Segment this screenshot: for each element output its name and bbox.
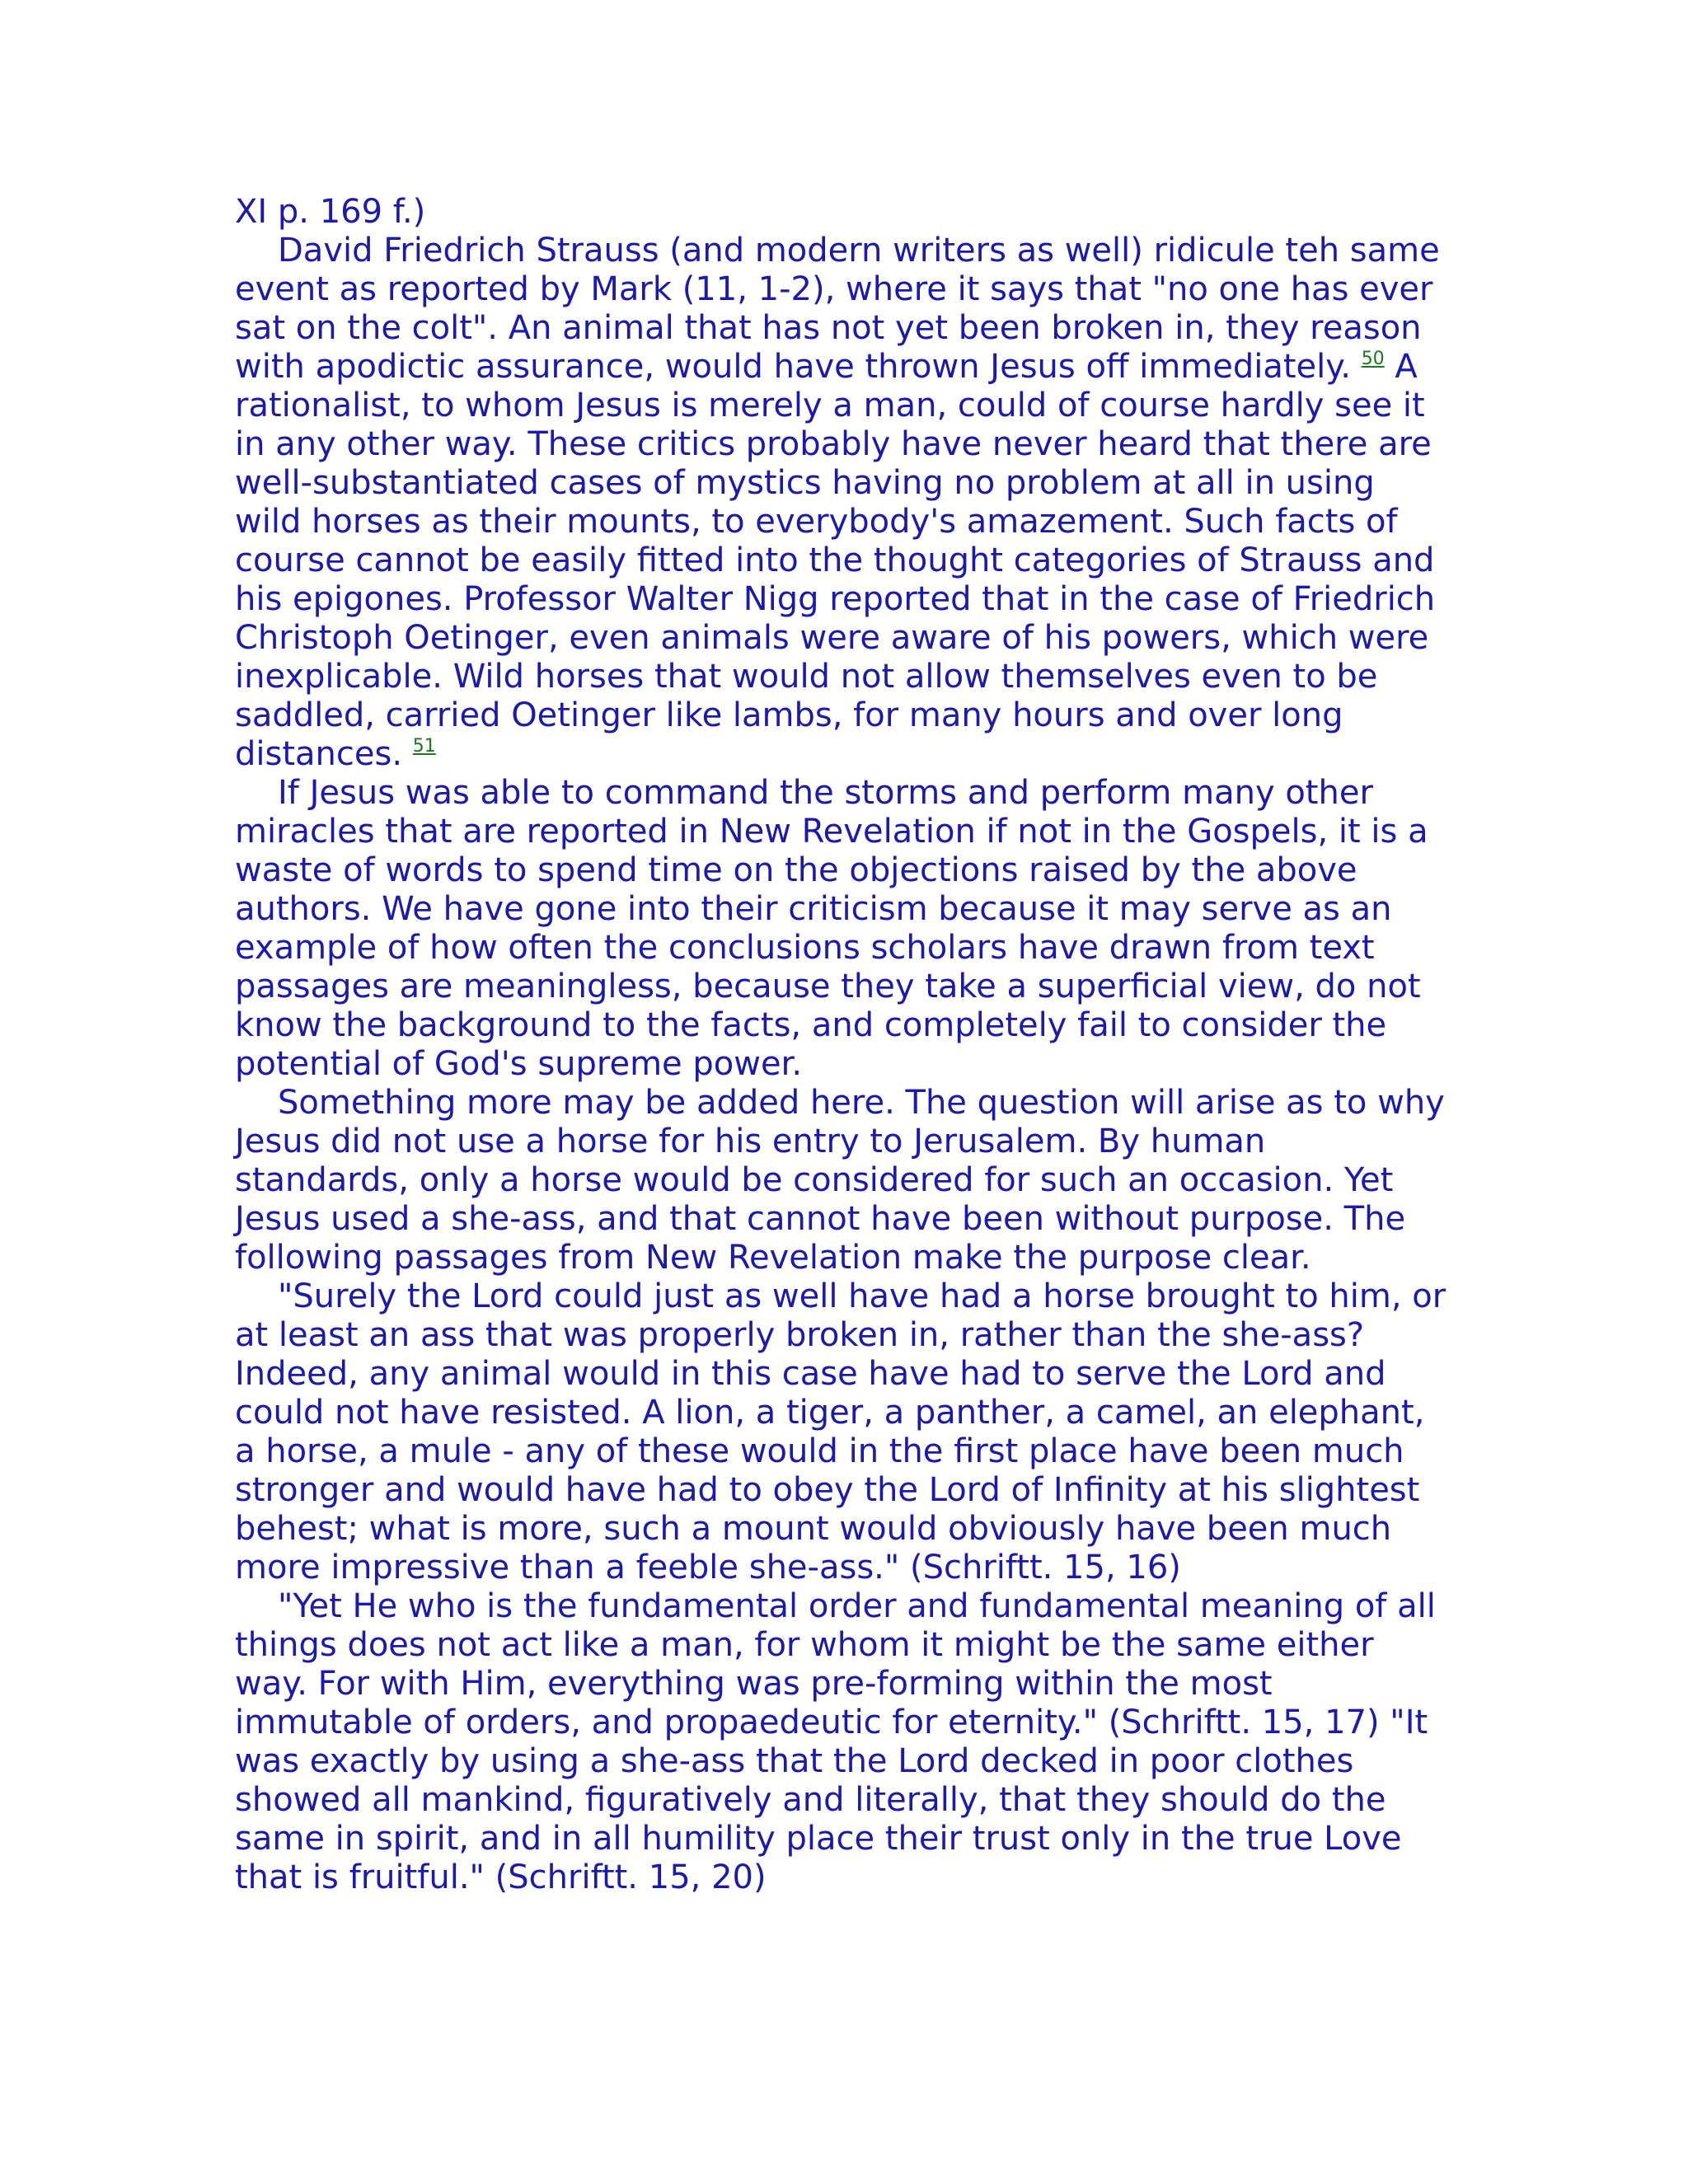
text-line — [235, 580, 1471, 619]
text-line — [235, 193, 1471, 232]
text-line — [235, 1858, 1471, 1897]
text-line — [235, 968, 1471, 1006]
text-line — [235, 348, 1471, 387]
line-text: a horse, a mule - any of these would in the first place have been much — [235, 1432, 1404, 1470]
text-line — [235, 1626, 1471, 1665]
text-line — [235, 696, 1471, 735]
text-line — [235, 425, 1471, 464]
text-line — [235, 232, 1471, 270]
line-text: more impressive than a feeble she-ass." (Schriftt. 15, 16) — [235, 1549, 1181, 1586]
line-text: distances. — [235, 735, 403, 773]
line-text: could not have resisted. A lion, a tiger, a panther, a camel, an elephant, — [235, 1394, 1425, 1432]
line-text: same in spirit, and in all humility place their trust only in the true Love — [235, 1820, 1402, 1858]
text-line — [235, 1084, 1471, 1122]
text-line — [235, 735, 1471, 774]
text-line — [235, 1316, 1471, 1355]
text-line — [235, 464, 1471, 503]
line-text: "Surely the Lord could just as well have had a horse brought to him, or — [278, 1277, 1447, 1315]
line-text: his epigones. Professor Walter Nigg reported that in the case of Friedrich — [235, 580, 1436, 618]
line-text: behest; what is more, such a mount would obviously have been much — [235, 1510, 1392, 1548]
line-text: way. For with Him, everything was pre-forming within the most — [235, 1665, 1273, 1703]
line-text: XI p. 169 f.) — [235, 193, 426, 231]
line-text: Christoph Oetinger, even animals were aware of his powers, which were — [235, 619, 1429, 657]
text-line — [235, 309, 1471, 348]
text-line — [235, 1277, 1471, 1316]
line-text: saddled, carried Oetinger like lambs, for many hours and over long — [235, 696, 1343, 734]
text-line — [235, 503, 1471, 541]
line-text: miracles that are reported in New Revelation if not in the Gospels, it is a — [235, 813, 1428, 851]
text-line — [235, 774, 1471, 813]
line-text: showed all mankind, figuratively and literally, that they should do the — [235, 1781, 1386, 1819]
line-text: that is fruitful." (Schriftt. 15, 20) — [235, 1858, 767, 1896]
text-line — [235, 813, 1471, 851]
line-text: "Yet He who is the fundamental order and fundamental meaning of all — [278, 1587, 1436, 1625]
text-line — [235, 1742, 1471, 1781]
text-line — [235, 619, 1471, 658]
text-line — [235, 1200, 1471, 1239]
text-line — [235, 1704, 1471, 1742]
line-text: with apodictic assurance, would have thrown Jesus off immediately. — [235, 348, 1351, 386]
line-text: know the background to the facts, and completely fail to consider the — [235, 1006, 1387, 1044]
text-line — [235, 1394, 1471, 1432]
line-text: was exactly by using a she-ass that the Lord decked in poor clothes — [235, 1742, 1354, 1780]
text-line — [235, 1510, 1471, 1549]
line-text: following passages from New Revelation make the purpose clear. — [235, 1239, 1311, 1277]
line-text: If Jesus was able to command the storms and perform many other — [278, 774, 1373, 812]
line-text: stronger and would have had to obey the Lord of Infinity at his slightest — [235, 1471, 1420, 1509]
text-line — [235, 1161, 1471, 1200]
text-line — [235, 1471, 1471, 1510]
text-line — [235, 270, 1471, 309]
text-line — [235, 929, 1471, 968]
text-line — [235, 1045, 1471, 1084]
line-text: things does not act like a man, for whom it might be the same either — [235, 1626, 1374, 1664]
line-text: well-substantiated cases of mystics having no problem at all in using — [235, 464, 1375, 502]
text-line — [235, 658, 1471, 696]
text-line — [235, 387, 1471, 425]
line-text: David Friedrich Strauss (and modern writers as well) ridicule teh same — [278, 232, 1440, 269]
text-line — [235, 1432, 1471, 1471]
line-text: passages are meaningless, because they take a superficial view, do not — [235, 968, 1421, 1005]
text-line — [235, 1587, 1471, 1626]
line-text: in any other way. These critics probably have never heard that there are — [235, 425, 1432, 463]
line-text: standards, only a horse would be considered for such an occasion. Yet — [235, 1161, 1394, 1199]
text-line — [235, 1820, 1471, 1858]
text-line — [235, 1006, 1471, 1045]
footnote-link[interactable]: 51 — [412, 736, 436, 757]
footnote-link[interactable]: 50 — [1361, 349, 1385, 369]
line-text: wild horses as their mounts, to everybody's amazement. Such facts of — [235, 503, 1398, 541]
text-line — [235, 1665, 1471, 1704]
line-text: inexplicable. Wild horses that would not allow themselves even to be — [235, 658, 1378, 696]
line-text: sat on the colt". An animal that has not yet been broken in, they reason — [235, 309, 1422, 347]
line-text: course cannot be easily fitted into the thought categories of Strauss and — [235, 541, 1435, 579]
text-line — [235, 890, 1471, 929]
text-line — [235, 1355, 1471, 1394]
line-text: event as reported by Mark (11, 1-2), where it says that "no one has ever — [235, 270, 1433, 308]
body-text — [235, 193, 1471, 1897]
line-text: potential of God's supreme power. — [235, 1045, 803, 1083]
line-text: Indeed, any animal would in this case have had to serve the Lord and — [235, 1355, 1386, 1393]
line-text: Jesus did not use a horse for his entry to Jerusalem. By human — [235, 1122, 1266, 1160]
line-text: immutable of orders, and propaedeutic for eternity." (Schriftt. 15, 17) "It — [235, 1704, 1428, 1741]
line-text-continuation: A — [1384, 348, 1418, 386]
line-text: at least an ass that was properly broken in, rather than the she-ass? — [235, 1316, 1365, 1354]
line-text: example of how often the conclusions scholars have drawn from text — [235, 929, 1375, 967]
line-text: Jesus used a she-ass, and that cannot have been without purpose. The — [235, 1200, 1406, 1238]
text-line — [235, 851, 1471, 890]
text-line — [235, 541, 1471, 580]
text-line — [235, 1239, 1471, 1277]
line-text: waste of words to spend time on the objections raised by the above — [235, 851, 1357, 889]
text-line — [235, 1122, 1471, 1161]
line-text: Something more may be added here. The question will arise as to why — [278, 1084, 1445, 1122]
line-text: authors. We have gone into their criticism because it may serve as an — [235, 890, 1392, 928]
text-line — [235, 1781, 1471, 1820]
line-text: rationalist, to whom Jesus is merely a man, could of course hardly see it — [235, 387, 1425, 424]
text-line — [235, 1549, 1471, 1587]
